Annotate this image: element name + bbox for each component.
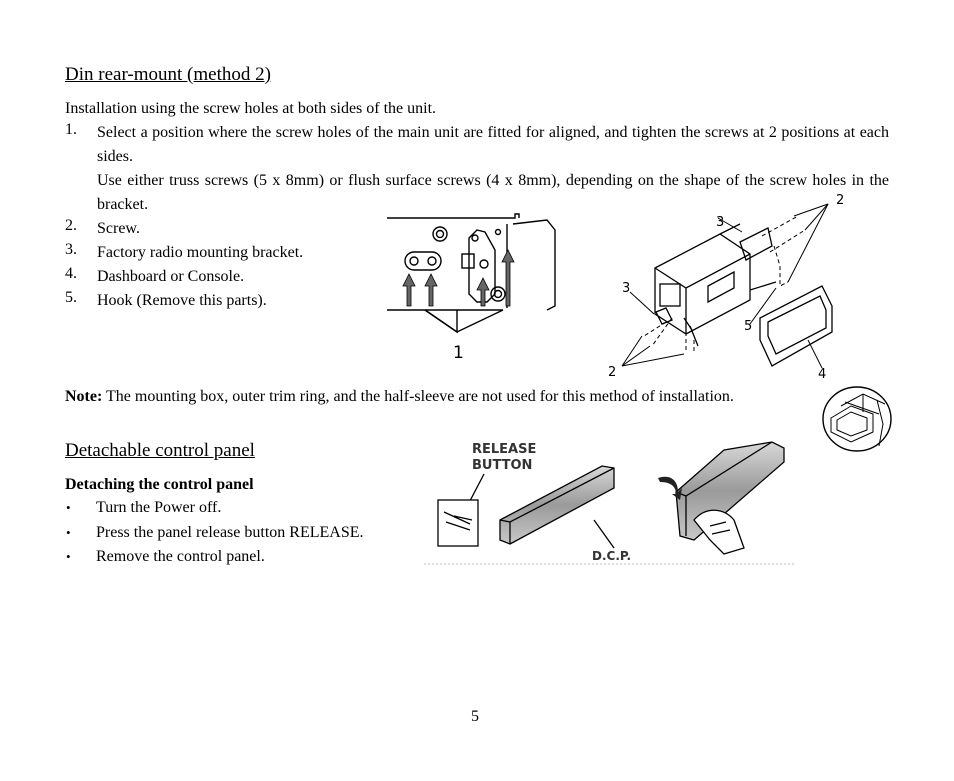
item-text-5: Hook (Remove this parts).: [97, 292, 267, 309]
item-number-5: 5.: [65, 289, 77, 306]
bullet-text-3: Remove the control panel.: [96, 548, 265, 565]
bullet-marker: •: [66, 525, 71, 540]
exploded-unit-diagram: [600, 190, 850, 380]
page-number: 5: [471, 708, 479, 725]
bracket-diagram: [385, 210, 565, 365]
item-number-3: 3.: [65, 241, 77, 258]
item-number-1: 1.: [65, 121, 77, 138]
section-title-din-rear-mount: Din rear-mount (method 2): [65, 64, 271, 85]
exploded-label-2-top: 2: [836, 193, 845, 208]
bullet-text-2: Press the panel release button RELEASE.: [96, 524, 364, 541]
exploded-label-2-bottom: 2: [608, 365, 617, 380]
bullet-marker: •: [66, 500, 71, 515]
item-text-2: Screw.: [97, 220, 140, 237]
subtitle-detaching-panel: Detaching the control panel: [65, 476, 254, 493]
note-text: The mounting box, outer trim ring, and the half-sleeve are not used for this method of installation.: [106, 388, 734, 405]
section-title-detachable-panel: Detachable control panel: [65, 440, 255, 461]
dcp-label: D.C.P.: [592, 549, 632, 563]
bullet-text-1: Turn the Power off.: [96, 499, 222, 516]
intro-text: Installation using the screw holes at both sides of the unit.: [65, 100, 437, 117]
item-number-2: 2.: [65, 217, 77, 234]
release-label-line2: BUTTON: [472, 458, 533, 473]
control-panel-diagram: [424, 436, 796, 568]
exploded-label-3-left: 3: [622, 281, 631, 296]
bullet-marker: •: [66, 549, 71, 564]
note-paragraph: [65, 385, 792, 409]
mounting-inset-icon: [821, 384, 895, 456]
release-label-line1: RELEASE: [472, 442, 537, 457]
item-number-4: 4.: [65, 265, 77, 282]
exploded-label-3-top: 3: [716, 215, 725, 230]
exploded-label-5: 5: [744, 319, 753, 334]
item-text-4: Dashboard or Console.: [97, 268, 245, 285]
note-label: Note:: [65, 388, 103, 405]
item-text-1-continued: Use either truss screws (5 x 8mm) or flush surface screws (4 x 8mm), depending on the shape of the screw holes in the bracket.: [97, 172, 889, 213]
bracket-label-1: 1: [453, 343, 464, 363]
exploded-label-4: 4: [818, 367, 827, 380]
item-text-3: Factory radio mounting bracket.: [97, 244, 304, 261]
item-text-1: Select a position where the screw holes of the main unit are fitted for aligned, and tighten the screws at 2 positions at each sides.: [97, 124, 889, 165]
